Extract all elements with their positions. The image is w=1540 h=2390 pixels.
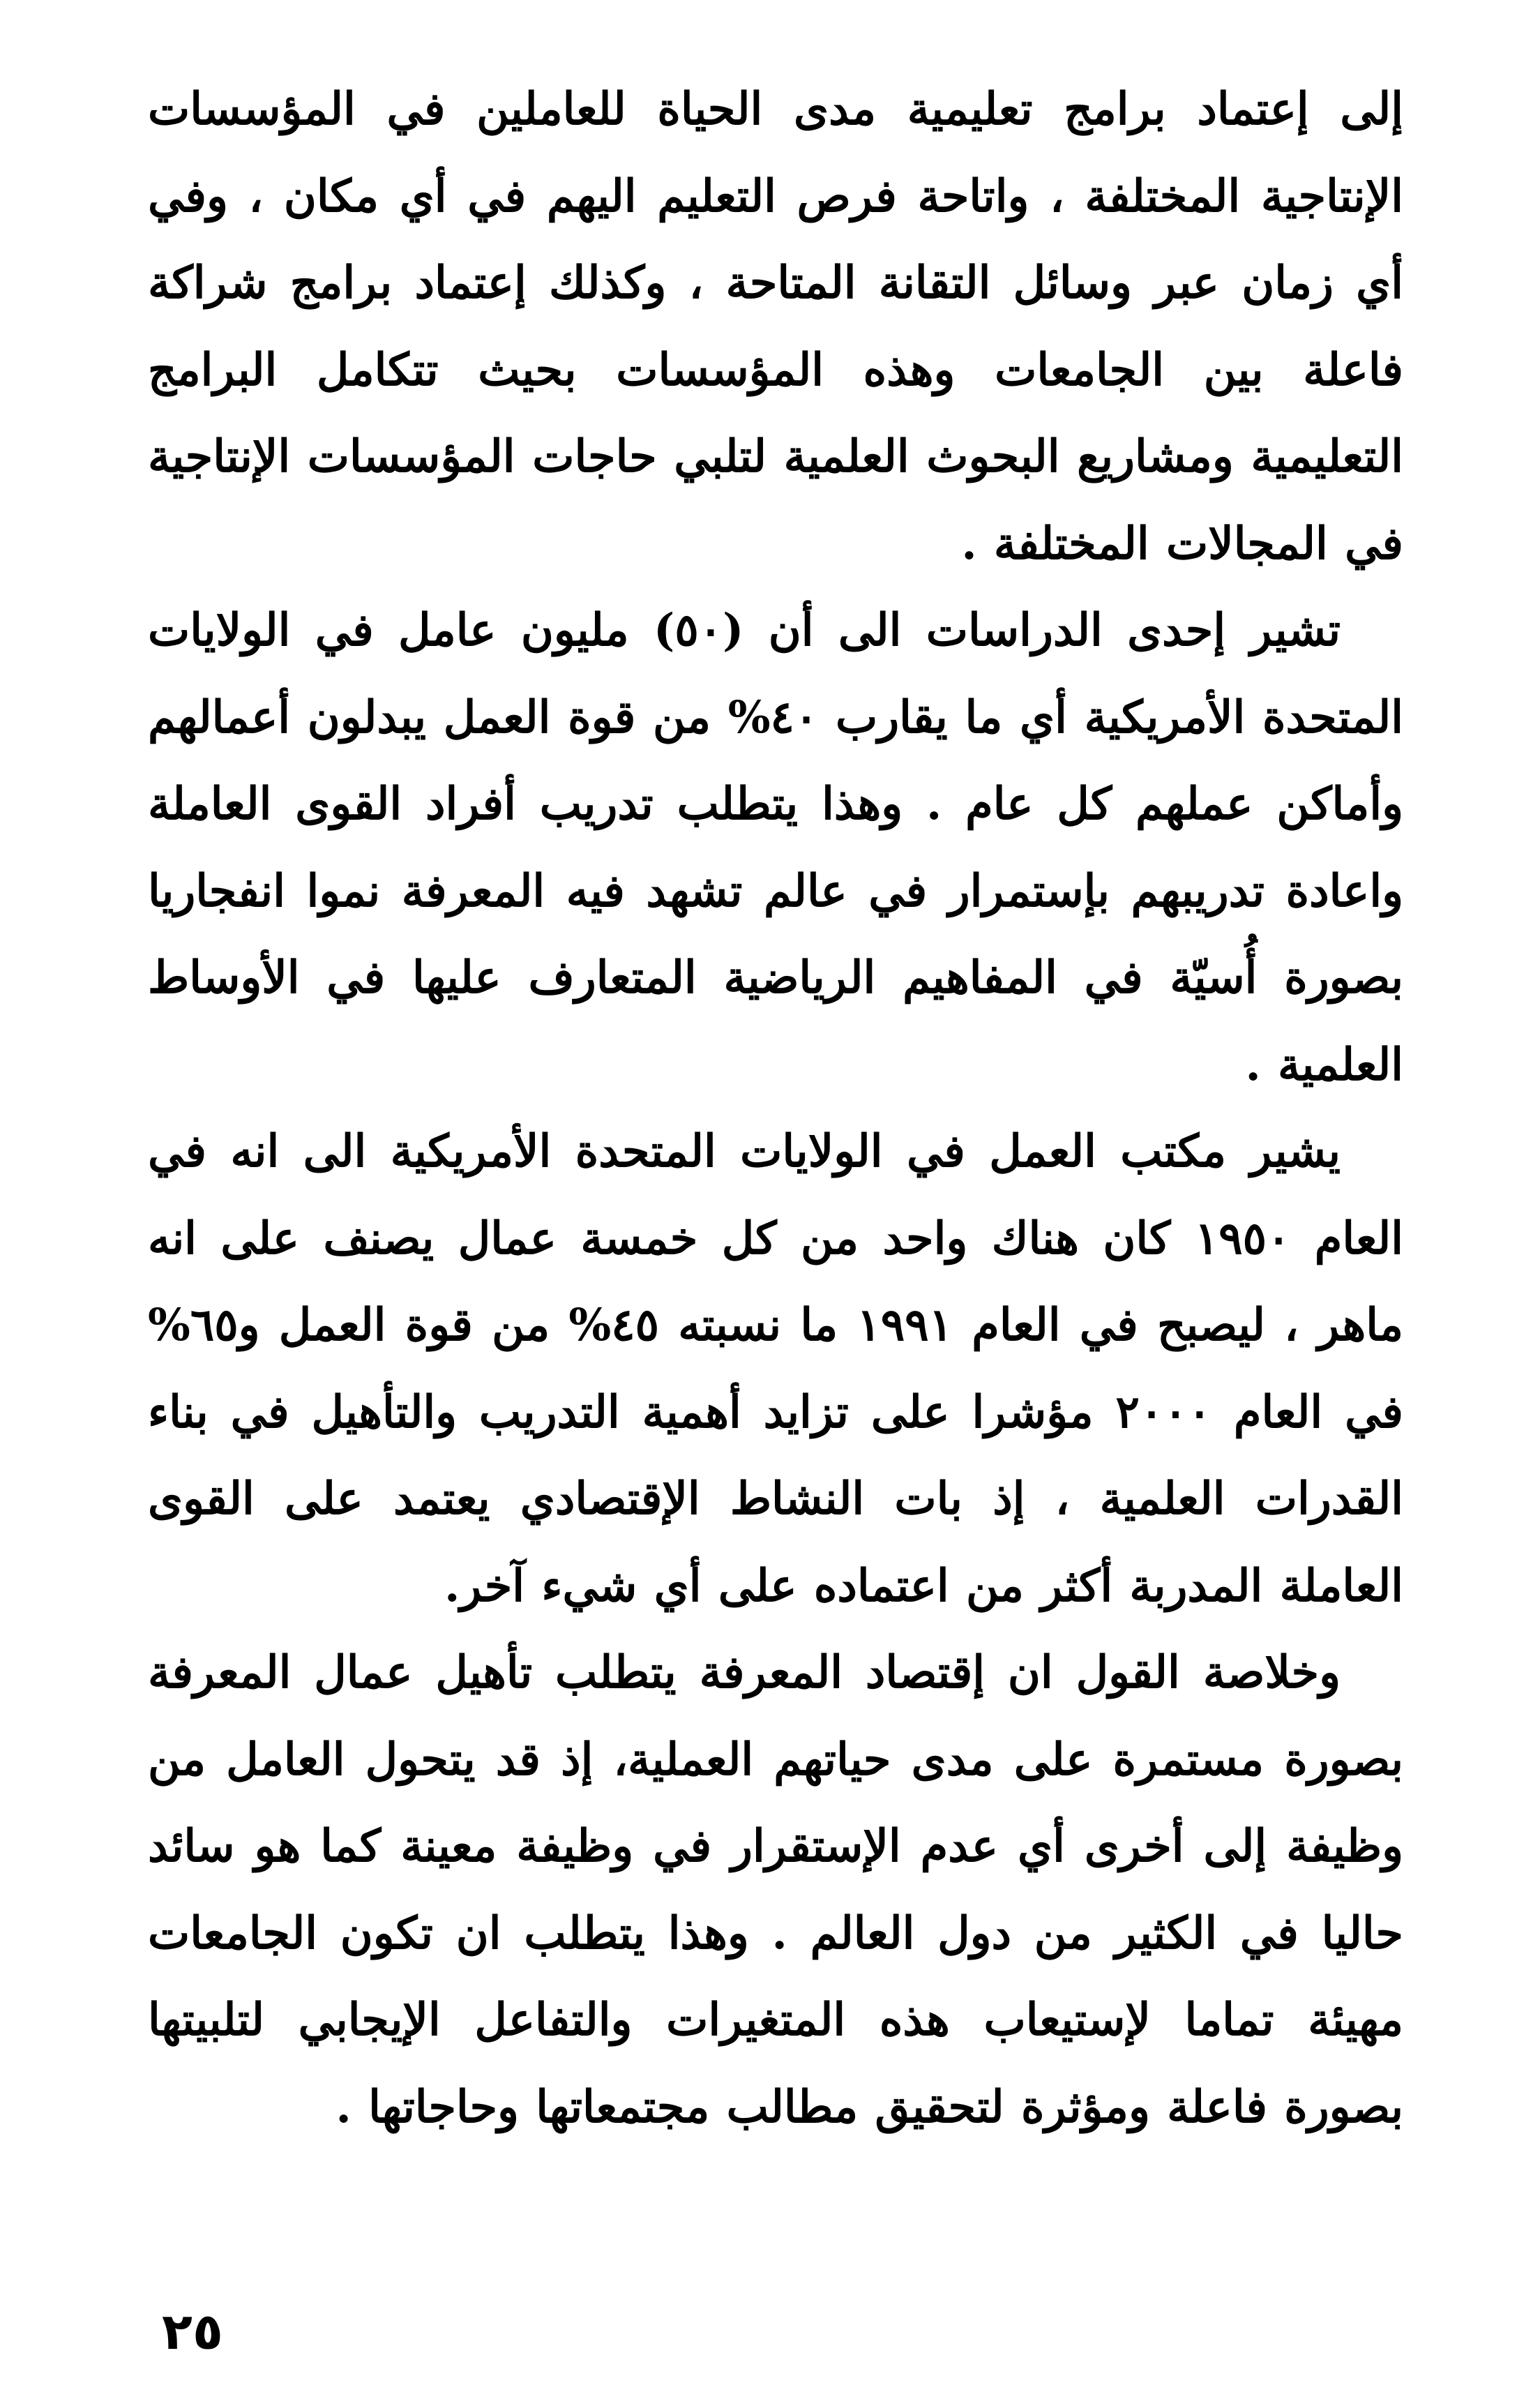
paragraph-conclusion: وخلاصة القول ان إقتصاد المعرفة يتطلب تأهيل عمال المعرفة بصورة مستمرة على مدى حياتهم العملية، إذ قد يتحول العامل من وظيفة إلى أخرى أي عدم الإستقرار في وظيفة معينة كما هو سائد حاليا في الكثير من دول العالم . وهذا يتطلب ان تكون الجامعات مهيئة تماما لإستيعاب هذه المتغيرات والتفاعل الإيجابي لتلبيتها بصورة فاعلة ومؤثرة لتحقيق مطالب مجتمعاتها وحاجاتها . — [148, 1646, 1404, 2133]
paragraph-labor-bureau: يشير مكتب العمل في الولايات المتحدة الأمريكية الى انه في العام ١٩٥٠ كان هناك واحد من كل خمسة عمال يصنف على انه ماهر ، ليصبح في العام ١٩٩١ ما نسبته ٤٥% من قوة العمل و٦٥% في العام ٢٠٠٠ مؤشرا على تزايد أهمية التدريب والتأهيل في بناء القدرات العلمية ، إذ بات النشاط الإقتصادي يعتمد على القوى العاملة المدربة أكثر من اعتماده على أي شيء آخر. — [148, 1125, 1404, 1612]
page-number: ٢٥ — [162, 2302, 223, 2361]
paragraph-study-statistics: تشير إحدى الدراسات الى أن (٥٠) مليون عامل في الولايات المتحدة الأمريكية أي ما يقارب ٤٠% من قوة العمل يبدلون أعمالهم وأماكن عملهم كل عام . وهذا يتطلب تدريب أفراد القوى العاملة واعادة تدريبهم بإستمرار في عالم تشهد فيه المعرفة نموا انفجاريا بصورة أُسيّة في المفاهيم الرياضية المتعارف عليها في الأوساط العلمية . — [148, 604, 1404, 1091]
paragraph-continuation: إلى إعتماد برامج تعليمية مدى الحياة للعاملين في المؤسسات الإنتاجية المختلفة ، واتاحة فرص التعليم اليهم في أي مكان ، وفي أي زمان عبر وسائل التقانة المتاحة ، وكذلك إعتماد برامج شراكة فاعلة بين الجامعات وهذه المؤسسات بحيث تتكامل البرامج التعليمية ومشاريع البحوث العلمية لتلبي حاجات المؤسسات الإنتاجية في المجالات المختلفة . — [148, 83, 1403, 570]
body-text — [148, 66, 1403, 2151]
